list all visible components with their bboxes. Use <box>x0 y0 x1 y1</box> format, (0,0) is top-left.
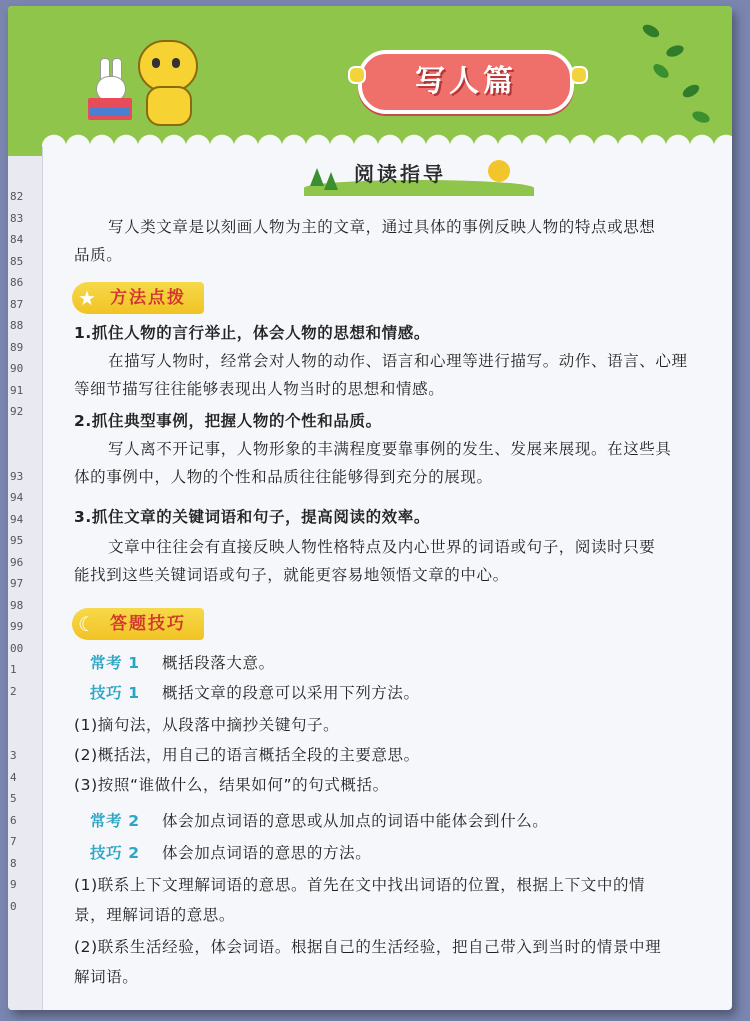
tip-1-tag: 技巧 1 <box>90 684 140 702</box>
line-number: 97 <box>10 577 24 590</box>
line-number: 91 <box>10 383 24 397</box>
method-3-line-2: 能找到这些关键词语或句子，就能更容易地领悟文章的中心。 <box>74 566 509 584</box>
line-number: 94 <box>10 491 24 504</box>
line-number: 00 <box>10 641 24 655</box>
sun-icon <box>488 160 510 182</box>
tip-2-item-2-line-1: (2)联系生活经验，体会词语。根据自己的生活经验，把自己带入到当时的情景中理 <box>74 938 662 956</box>
line-number: 84 <box>10 233 24 246</box>
tip-2-item-2-line-2: 解词语。 <box>74 968 139 986</box>
line-number: 99 <box>10 620 24 633</box>
exam-2-text: 体会加点词语的意思或从加点的词语中能体会到什么。 <box>162 812 549 830</box>
line-number: 90 <box>10 362 24 375</box>
method-3-heading: 3.抓住文章的关键词语和句子，提高阅读的效率。 <box>74 508 430 526</box>
tip-1-item-3: (3)按照“谁做什么，结果如何”的句式概括。 <box>74 776 389 794</box>
tree-icon <box>310 168 324 186</box>
line-number: 98 <box>10 598 24 612</box>
exam-2-tag: 常考 2 <box>90 812 140 830</box>
previous-page-edge <box>8 6 43 1010</box>
line-number: 6 <box>10 813 17 827</box>
method-3-line-1: 文章中往往会有直接反映人物性格特点及内心世界的词语或句子，阅读时只要 <box>108 538 656 556</box>
tip-1 <box>90 680 732 706</box>
exam-1-text: 概括段落大意。 <box>162 654 275 672</box>
method-1-line-2: 等细节描写往往能够表现出人物当时的思想和情感。 <box>74 380 445 398</box>
method-2-line-2: 体的事例中，人物的个性和品质往往能够得到充分的展现。 <box>74 468 493 486</box>
method-2-line-1: 写人离不开记事，人物形象的丰满程度要靠事例的发生、发展来展现。在这些具 <box>108 440 672 458</box>
tip-1-item-2: (2)概括法，用自己的语言概括全段的主要意思。 <box>74 746 420 764</box>
method-1-heading: 1.抓住人物的言行举止，体会人物的思想和情感。 <box>74 324 430 342</box>
line-number: 0 <box>10 899 17 913</box>
tip-2-tag: 技巧 2 <box>90 844 140 862</box>
line-number <box>10 423 38 445</box>
line-number: 93 <box>10 469 24 483</box>
line-number <box>10 702 38 724</box>
intro-line-2: 品质。 <box>74 246 123 264</box>
exam-2 <box>90 808 732 834</box>
line-number: 83 <box>10 211 24 225</box>
line-number: 4 <box>10 770 17 784</box>
line-number: 89 <box>10 340 24 354</box>
chapter-title: 写人篇 <box>415 64 517 99</box>
line-number: 86 <box>10 276 24 289</box>
tip-1-item-1: (1)摘句法，从段落中摘抄关键句子。 <box>74 716 340 734</box>
line-number: 8 <box>10 856 17 870</box>
tip-2-item-1-line-2: 景，理解词语的意思。 <box>74 906 236 924</box>
line-number: 96 <box>10 555 24 569</box>
star-icon: ★ <box>78 286 98 310</box>
line-number <box>10 444 38 466</box>
tip-2-item-1-line-1: (1)联系上下文理解词语的意思。首先在文中找出词语的位置，根据上下文中的情 <box>74 876 646 894</box>
line-number: 2 <box>10 684 17 698</box>
method-2-heading: 2.抓住典型事例，把握人物的个性和品质。 <box>74 412 382 430</box>
exam-1 <box>90 650 732 676</box>
line-number: 95 <box>10 534 24 547</box>
tip-2 <box>90 840 732 866</box>
intro-line-1: 写人类文章是以刻画人物为主的文章，通过具体的事例反映人物的特点或思想 <box>108 218 656 236</box>
line-number: 5 <box>10 792 17 805</box>
tree-icon <box>324 172 338 190</box>
reading-guide-title: 阅读指导 <box>354 162 446 186</box>
line-number: 82 <box>10 190 24 203</box>
line-number: 9 <box>10 878 17 891</box>
line-number: 88 <box>10 319 24 332</box>
line-number: 1 <box>10 663 17 676</box>
moon-icon: ☾ <box>78 612 98 636</box>
line-number <box>10 724 38 746</box>
line-number: 92 <box>10 405 24 418</box>
line-number: 94 <box>10 512 24 526</box>
skills-badge: ☾ 答题技巧 <box>72 608 204 640</box>
exam-1-tag: 常考 1 <box>90 654 140 672</box>
line-number: 87 <box>10 297 24 311</box>
book-page <box>8 6 732 1010</box>
line-numbers <box>10 186 38 917</box>
methods-badge: ★ 方法点拨 <box>72 282 204 314</box>
tip-1-text: 概括文章的段意可以采用下列方法。 <box>162 684 420 702</box>
line-number: 7 <box>10 835 17 848</box>
line-number: 3 <box>10 749 17 762</box>
method-1-line-1: 在描写人物时，经常会对人物的动作、语言和心理等进行描写。动作、语言、心理 <box>108 352 688 370</box>
reading-guide-heading <box>304 156 534 196</box>
line-number: 85 <box>10 254 24 268</box>
tip-2-text: 体会加点词语的意思的方法。 <box>162 844 372 862</box>
